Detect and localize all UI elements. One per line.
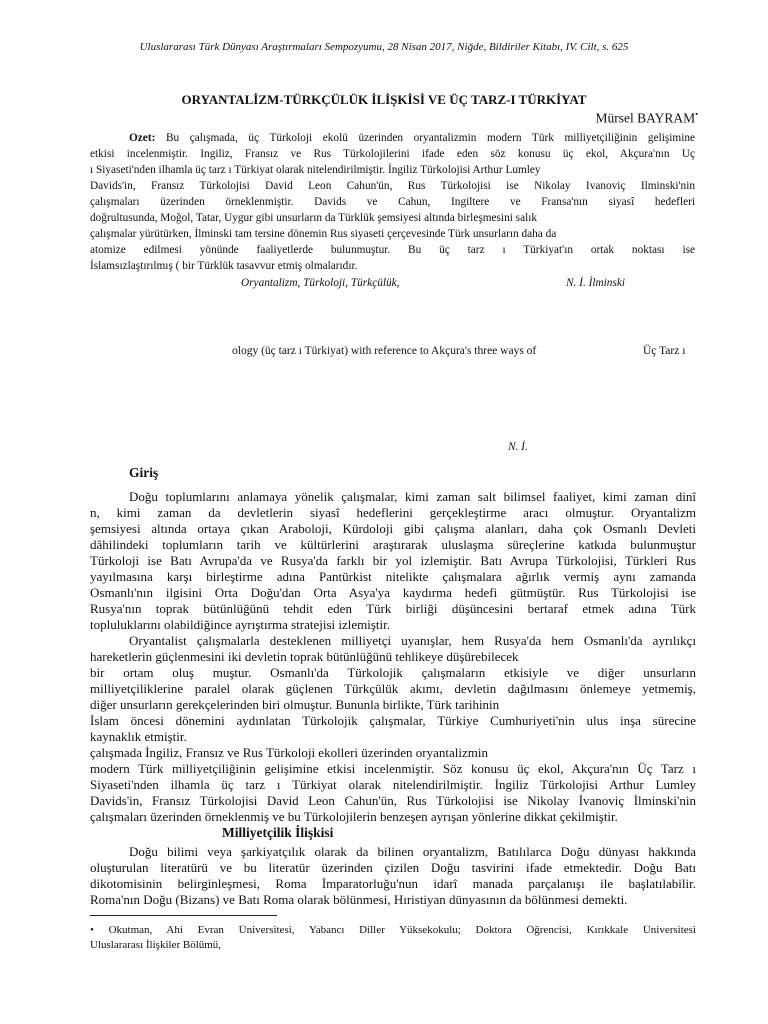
section2-p1-line-3: dikotomisinin belirginleşmesi, Roma İmparatorluğu'nun idarî manada parçalanışı ile başlatılabilir. (90, 877, 696, 891)
intro-p1-line-6: yayılmasına karşı birleştirme adına Pantürkist nitelikte çalışmalara ağırlık vermiş aynı zamanda (90, 570, 696, 584)
english-abstract-fragment: ology (üç tarz ı Türkiyat) with reference to Akçura's three ways of (232, 345, 537, 357)
intro-p1-line-2: n, kimi zaman da devletlerin siyasî hedeflerini gerçekleştirme aracı olmuştur. Oryantalizm (90, 506, 696, 520)
footnote-line-1 (90, 925, 696, 939)
abstract-line-2: etkisi incelenmiştir. İngiliz, Fransız ve Rus Türkolojilerini ifade eden söz konusu üç ekol, Akçura'nın Üç (90, 149, 695, 160)
abstract-line-7: çalışmalar yürütürken, İlminski tam tersine dönemin Rus siyaseti çerçevesinde Türk unsurların daha da (90, 228, 557, 240)
section2-p1-line-1: Doğu bilimi veya şarkiyatçılık olarak da bilinen oryantalizm, Batılılarca Doğu dünyası hakkında (129, 845, 696, 859)
abstract-line-3: ı Siyaseti'nden ilhamla üç tarz ı Türkiyat olarak nitelendirilmiştir. İngiliz Türkolojisi Arthur Lumley (90, 164, 541, 176)
intro-p3-line-1: çalışmada İngiliz, Fransız ve Rus Türkoloji ekolleri üzerinden oryantalizmin (90, 745, 488, 760)
author-footnote-mark: • (695, 110, 698, 119)
running-header: Uluslararası Türk Dünyası Araştırmaları Sempozyumu, 28 Nisan 2017, Niğde, Bildiriler Kitabı, IV. Cilt, s. 625 (139, 41, 629, 53)
abstract-line-6: doğrultusunda, Moğol, Tatar, Uygur gibi unsurların da Türklük şemsiyesi altında birleşmesini salık (90, 212, 538, 224)
section2-p1-line-4: Roma'nın Doğu (Bizans) ve Batı Roma olarak bölünmesi, Hıristiyan dünyasının da bölünmesi demekti. (90, 892, 628, 907)
footnote-rule (90, 915, 277, 916)
section-heading-milliyetcilik: Milliyetçilik İlişkisi (222, 825, 334, 840)
intro-p1-line-7: Osmanlı'nın ilgisini Orta Doğu'dan Orta Asya'ya kaydırma hedefi gütmüştür. Rus Türkolojisi ise (90, 586, 696, 600)
paper-title: ORYANTALİZM-TÜRKÇÜLÜK İLİŞKİSİ VE ÜÇ TARZ-I TÜRKİYAT (181, 92, 587, 107)
abstract-line-8: atomize edilmesi yönünde faaliyetlerde bulunmuştur. Bu üç tarz ı Türkiyat'ın ortak noktası ise (90, 245, 695, 256)
intro-p2-line-2: hareketlerin güçlenmesini iki devletin toprak bütünlüğünü tehlikeye düşürebilecek (90, 649, 519, 664)
intro-p1-line-4: dâhilindeki toplumların tarih ve kültürlerini araştırarak uluslaşma süreçlerine katkıda bulunmuştur (90, 538, 696, 552)
author-name-text: Mürsel BAYRAM (595, 110, 696, 126)
intro-p2-line-1: Oryantalist çalışmalarla desteklenen milliyetçi uyanışlar, hem Rusya'da hem Osmanlı'da ayrılıkçı (129, 634, 696, 648)
abstract-line-9: İslamsızlaştırılmış ( bir Türklük tasavvur etmiş olmalarıdır. (90, 260, 358, 272)
footnote-mark: • (90, 925, 94, 936)
section-heading-intro: Giriş (129, 465, 159, 480)
intro-p1-line-9: topluluklarını olabildiğince ayrıştırma stratejisi izlemiştir. (90, 617, 391, 632)
abstract-line-4: Davids'in, Fransız Türkolojisi David Leon Cahun'ün, Rus Türkolojisi ise Nikolay İvanoviç İlminski'nin (90, 181, 695, 192)
abstract-line-1 (129, 133, 695, 147)
intro-p3-line-2: modern Türk milliyetçiliğinin gelişimine etkisi incelenmiştir. Söz konusu üç ekol, Akçura'nın Üç Tarz ı (90, 762, 696, 776)
english-keywords-tail: N. İ. (508, 441, 528, 453)
footnote-text: Okutman, Ahi Evran Üniversitesi, Yabancı Diller Yüksekokulu; Doktora Öğrencisi, Kırıkkale Üniversitesi (93, 925, 696, 936)
keywords-tail: N. İ. İlminski (566, 277, 625, 289)
intro-p1-line-5: Türkoloji ise Batı Avrupa'da ve Rusya'da farklı bir yol izlemiştir. Batı Avrupa Türkolojisi, Türkleri Rus (90, 554, 696, 568)
english-abstract-fragment-tail: Üç Tarz ı (643, 345, 686, 357)
intro-p2-line-3: bir ortam oluş muştur. Osmanlı'da Türkolojik çalışmaların etkisiyle ve diğer unsurların (90, 666, 696, 680)
abstract-line-5: çalışmaları üzerinden örneklenmiştir. Davids ve Cahun, İngiltere ve Fransa'nın siyasî hedefleri (90, 197, 695, 208)
intro-p2-line-5: diğer unsurların gerekçelerinden biri olmuştur. Bununla birlikte, Türk tarihinin (90, 697, 500, 712)
keywords: Oryantalizm, Türkoloji, Türkçülük, (241, 277, 400, 289)
footnote-line-2: Uluslararası İlişkiler Bölümü, (90, 939, 222, 951)
intro-p2-line-7: kaynaklık etmiştir. (90, 729, 187, 744)
section2-p1-line-2: oluşturulan literatürü ve bu literatür üzerinden çizilen Doğu tasvirini ifade etmektedir. Doğu Batı (90, 861, 696, 875)
intro-p2-line-4: milliyetçiliklerine paralel olarak güçlenen Türkçülük akımı, devletin dağılmasını önlemeye yetmemiş, (90, 682, 696, 696)
intro-p3-line-4: Davids'in, Fransız Türkolojisi David Leon Cahun'ün, Rus Türkolojisi ise Nikolay İvanoviç İlminski'nin (90, 794, 696, 808)
abstract-label: Özet: (129, 133, 156, 144)
intro-p3-line-3: Siyaseti'nden ilhamla üç tarz ı Türkiyat olarak nitelendirilmiştir. İngiliz Türkolojisi Arthur Lumley (90, 778, 696, 792)
abstract-text: Bu çalışmada, üç Türkoloji ekolü üzerinden oryantalizmin modern Türk milliyetçiliğinin gelişimine (155, 133, 695, 144)
intro-p2-line-6: İslam öncesi dönemini aydınlatan Türkolojik çalışmalar, Türkiye Cumhuriyeti'nin ulus inşa sürecine (90, 714, 696, 728)
intro-p1-line-1: Doğu toplumlarını anlamaya yönelik çalışmalar, kimi zaman salt bilimsel faaliyet, kimi zaman dinî (129, 490, 696, 504)
intro-p1-line-3: şemsiyesi altında ortaya çıkan Araboloji, Kürdoloji gibi çalışma alanları, daha çok Osmanlı Devleti (90, 522, 696, 536)
intro-p1-line-8: Rusya'nın toprak bütünlüğünü tehdit eden Türk birliği düşüncesini bertaraf etmek adına Türk (90, 602, 696, 616)
author-name (596, 111, 698, 125)
intro-p3-line-5: çalışmaları üzerinden örneklenmiş ve bu Türkolojilerin benzeşen ayrışan yönlerine dikkat çekilmiştir. (90, 809, 618, 824)
